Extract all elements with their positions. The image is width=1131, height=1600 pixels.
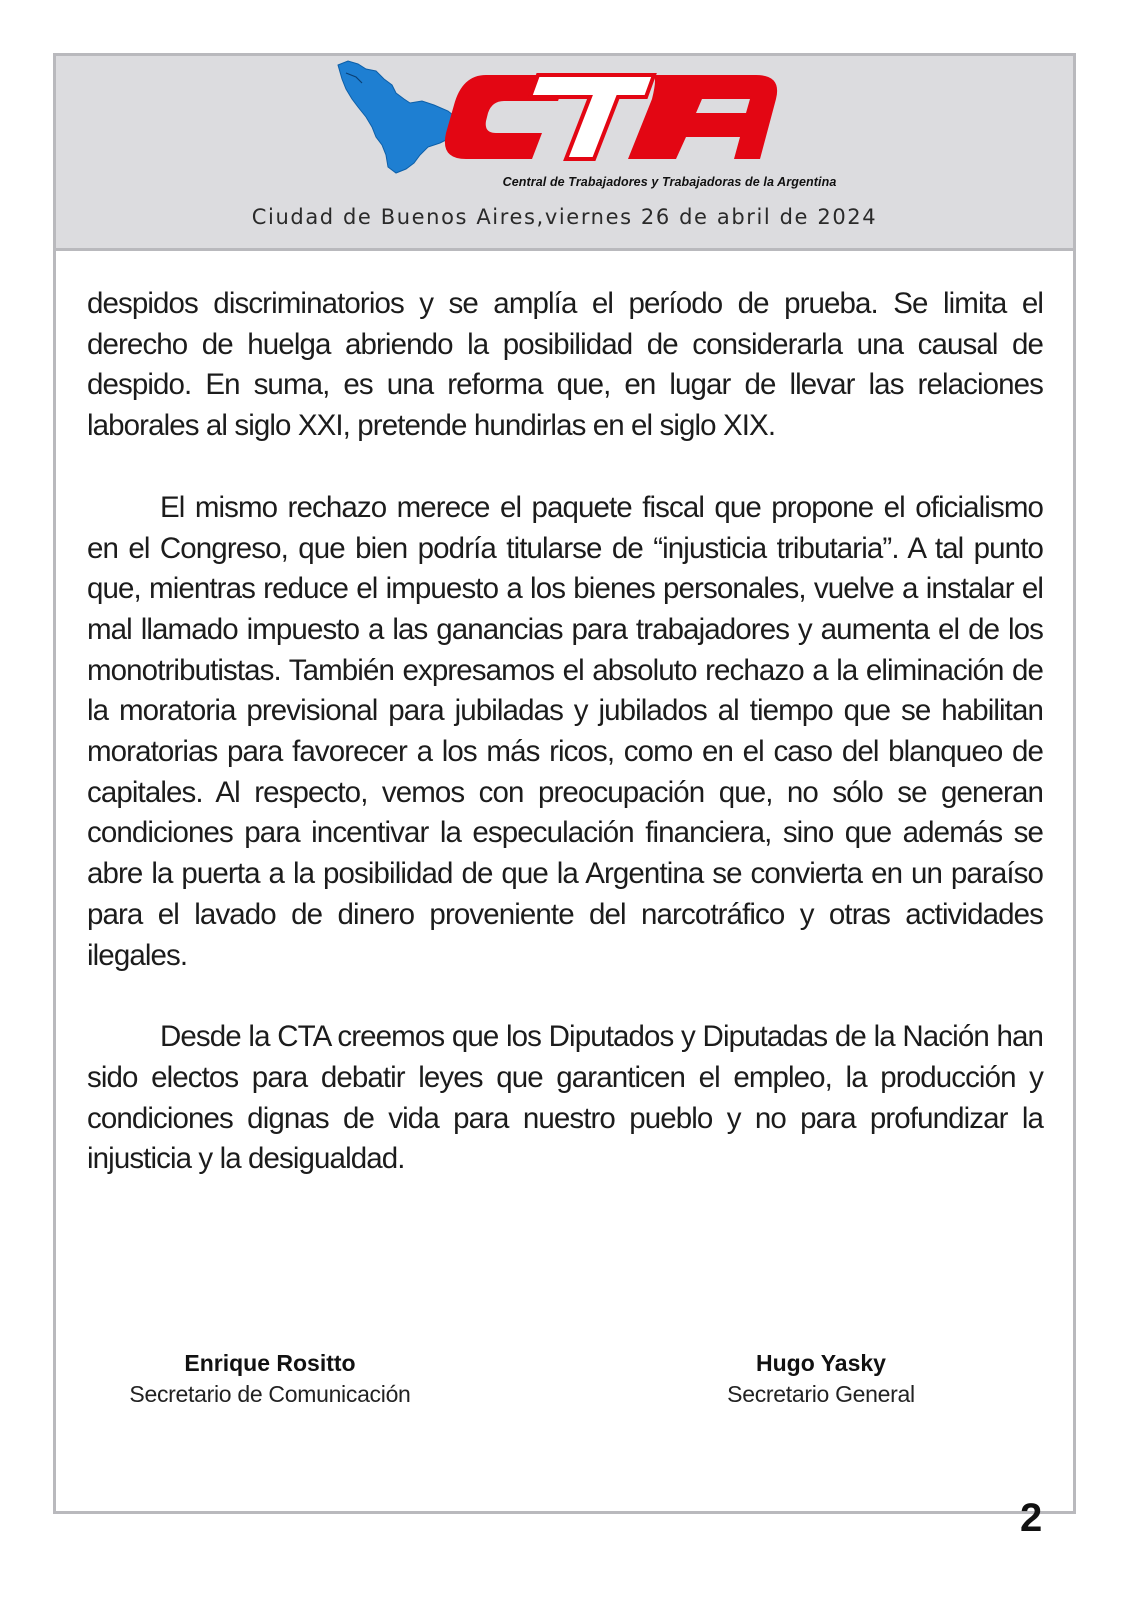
dateline: Ciudad de Buenos Aires,viernes 26 de abril de 2024	[251, 205, 878, 229]
page-frame	[53, 53, 1076, 1514]
paragraph: Desde la CTA creemos que los Diputados y Diputadas de la Nación han sido electos para debatir leyes que garanticen el empleo, la producción y condiciones dignas de vida para nuestro pueblo y no para profundizar la injusticia y la desigualdad.	[87, 1020, 1043, 1176]
signature-block	[125, 1348, 415, 1410]
letter-body	[87, 284, 1043, 1180]
paragraph: El mismo rechazo merece el paquete fiscal que propone el oficialismo en el Congreso, que bien podría titularse de “injusticia tributaria”. A tal punto que, mientras reduce el impuesto a los bienes personales, vuelve a instalar el mal llamado impuesto a las ganancias para trabajadores y aumenta el de los monotributistas. También expresamos el absoluto rechazo a la eliminación de la moratoria previsional para jubiladas y jubilados al tiempo que se habilitan moratorias para favorecer a los más ricos, como en el caso del blanqueo de capitales. Al respecto, vemos con preocupación que, no sólo se generan condiciones para incentivar la especulación financiera, sino que además se abre la puerta a la posibilidad de que la Argentina se convierta en un paraíso para el lavado de dinero proveniente del narcotráfico y otras actividades ilegales.	[87, 490, 1043, 972]
page-number: 2	[1020, 1496, 1043, 1540]
organization-subtitle: Central de Trabajadores y Trabajadoras de la Argentina	[502, 175, 837, 189]
signatory-name: Enrique Rositto	[184, 1350, 356, 1376]
signatory-role: Secretario de Comunicación	[129, 1381, 411, 1407]
cta-logo	[336, 59, 796, 177]
signatory-role: Secretario General	[727, 1381, 915, 1407]
signatory-name: Hugo Yasky	[756, 1350, 886, 1376]
letterhead	[56, 56, 1073, 251]
paragraph: despidos discriminatorios y se amplía el período de prueba. Se limita el derecho de huelga abriendo la posibilidad de considerarla una causal de despido. En suma, es una reforma que, en lugar de llevar las relaciones laborales al siglo XXI, pretende hundirlas en el siglo XIX.	[87, 287, 1043, 443]
signature-block	[676, 1348, 966, 1410]
